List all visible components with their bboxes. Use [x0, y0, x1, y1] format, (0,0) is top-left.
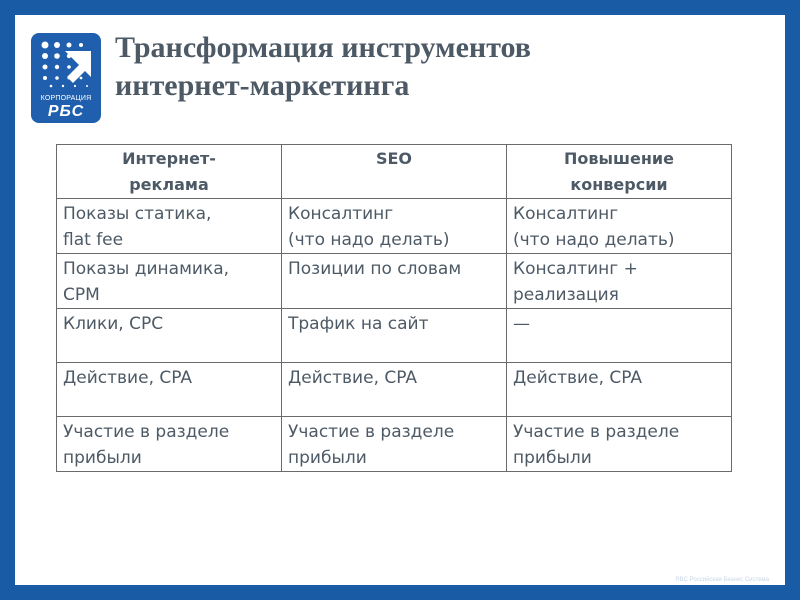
title-line-2: интернет-маркетинга [115, 69, 410, 102]
page-title [115, 29, 735, 105]
header-internet-ads: Интернет- реклама [57, 145, 282, 199]
table-cell: Участие в разделе прибыли [507, 417, 732, 472]
table-cell: Действие, CPA [507, 363, 732, 417]
table-cell: Клики, CPC [57, 309, 282, 363]
table-cell: Показы динамика, CPM [57, 254, 282, 309]
table-cell: Консалтинг + реализация [507, 254, 732, 309]
logo-badge [31, 33, 101, 123]
table-cell: Позиции по словам [282, 254, 507, 309]
header-conversion: Повышение конверсии [507, 145, 732, 199]
logo-dots-graphic [31, 33, 101, 95]
table-row [57, 417, 732, 472]
table-row [57, 254, 732, 309]
table-cell: Участие в разделе прибыли [57, 417, 282, 472]
table-cell: — [507, 309, 732, 363]
table-header-row [57, 145, 732, 199]
company-logo [27, 29, 105, 127]
logo-corp-label: КОРПОРАЦИЯ [40, 95, 92, 102]
table-cell: Действие, CPA [282, 363, 507, 417]
footer-note: RBC Российская Бизнес Система [675, 577, 769, 583]
table-cell: Показы статика, flat fee [57, 199, 282, 254]
table-row [57, 363, 732, 417]
table-cell: Консалтинг (что надо делать) [507, 199, 732, 254]
slide [15, 15, 785, 585]
logo-name: РБС [47, 103, 85, 120]
table-cell: Действие, CPA [57, 363, 282, 417]
header-seo: SEO [282, 145, 507, 199]
table-row [57, 199, 732, 254]
comparison-table [56, 144, 732, 472]
table-cell: Участие в разделе прибыли [282, 417, 507, 472]
table-cell: Трафик на сайт [282, 309, 507, 363]
title-line-1: Трансформация инструментов [115, 31, 531, 64]
table-row [57, 309, 732, 363]
table-cell: Консалтинг (что надо делать) [282, 199, 507, 254]
